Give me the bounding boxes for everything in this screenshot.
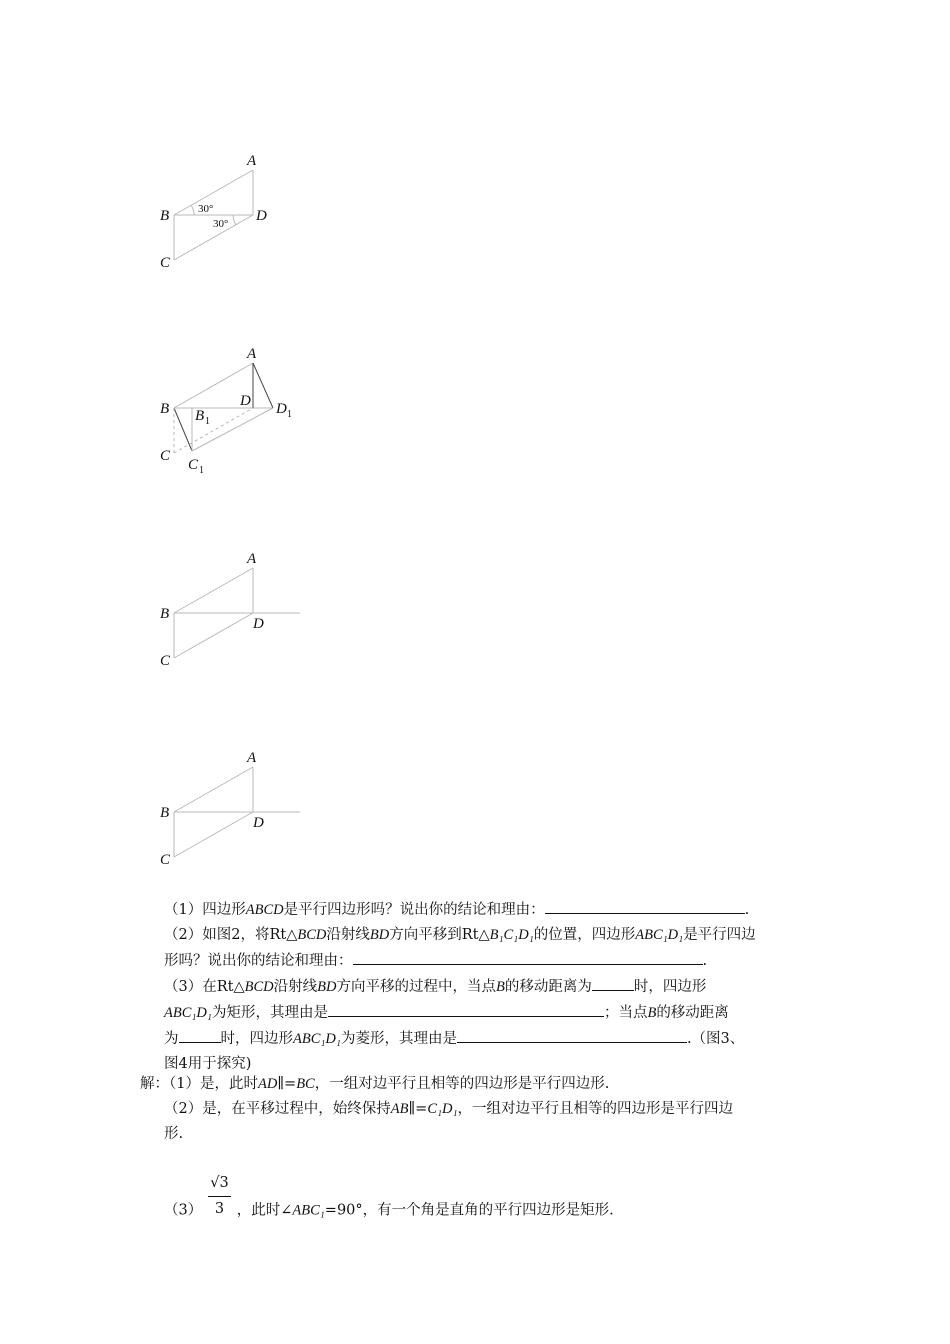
label-B: B: [160, 208, 170, 224]
question-3-line-3: 为 时，四边形ABC₁D₁为菱形，其理由是 .（图3、: [140, 1026, 820, 1052]
solution-3: （3） $\frac{√3}{3}$ ，此时∠ABC₁=90°，有一个角是直角的平行四边形是矩形.: [140, 1185, 820, 1236]
question-2: （2）如图2，将Rt△BCD沿射线BD方向平移到Rt△B₁C₁D₁的位置，四边形ABC₁D₁是平行四边: [164, 927, 756, 943]
answer-blank-2[interactable]: [353, 948, 703, 965]
question-3-line-2: ABC₁D₁为矩形，其理由是 ；当点B的移动距离: [140, 1000, 820, 1026]
answer-blank-5[interactable]: [179, 1026, 221, 1043]
label-A: A: [247, 346, 257, 362]
solution-1: 解：（1）是，此时AD∥=BC，一组对边平行且相等的四边形是平行四边形.: [140, 1076, 610, 1092]
label-C1: C: [188, 457, 199, 473]
label-D: D: [240, 393, 251, 409]
label-A: A: [247, 750, 257, 766]
answer-blank-1[interactable]: [545, 897, 745, 914]
label-D1-sub: 1: [287, 409, 292, 420]
solution-2-cont: 形.: [164, 1126, 184, 1142]
label-A: A: [247, 153, 257, 169]
label-B: B: [160, 606, 170, 622]
question-2-cont: 形吗？说出你的结论和理由： .: [140, 948, 820, 974]
label-D: D: [253, 815, 264, 831]
figure-3: [150, 548, 320, 677]
label-C: C: [160, 653, 171, 669]
label-B: B: [160, 401, 170, 417]
fraction-sqrt3-over-3: $\frac{√3}{3}$: [208, 1171, 230, 1222]
answer-blank-3[interactable]: [592, 974, 634, 991]
label-D: D: [256, 208, 267, 224]
solution-2: （2）是，在平移过程中，始终保持AB∥=C₁D₁，一组对边平行且相等的四边形是平行四边: [164, 1101, 734, 1117]
label-B1-sub: 1: [205, 416, 210, 427]
label-B1: B: [195, 408, 205, 424]
answer-blank-6[interactable]: [457, 1026, 687, 1043]
figure-2: [150, 342, 320, 481]
questions: [140, 897, 820, 1077]
figure-4: [150, 747, 320, 876]
label-C: C: [160, 852, 171, 868]
label-C: C: [160, 255, 171, 271]
angle-label-1: 30°: [198, 203, 214, 215]
label-A: A: [247, 551, 257, 567]
label-D: D: [253, 616, 264, 632]
question-1: （1）四边形ABCD是平行四边形吗？说出你的结论和理由： .: [140, 897, 820, 923]
question-3-line-4: 图4用于探究): [164, 1056, 252, 1072]
label-D1: D: [276, 401, 287, 417]
label-B: B: [160, 805, 170, 821]
question-3: （3）在Rt△BCD沿射线BD方向平移的过程中，当点B的移动距离为 时，四边形: [140, 974, 820, 1000]
label-C1-sub: 1: [199, 465, 204, 476]
solution: [140, 1072, 820, 1236]
answer-blank-4[interactable]: [328, 1000, 604, 1017]
figure-1: [150, 150, 310, 279]
angle-label-2: 30°: [213, 218, 229, 230]
label-C: C: [160, 448, 171, 464]
